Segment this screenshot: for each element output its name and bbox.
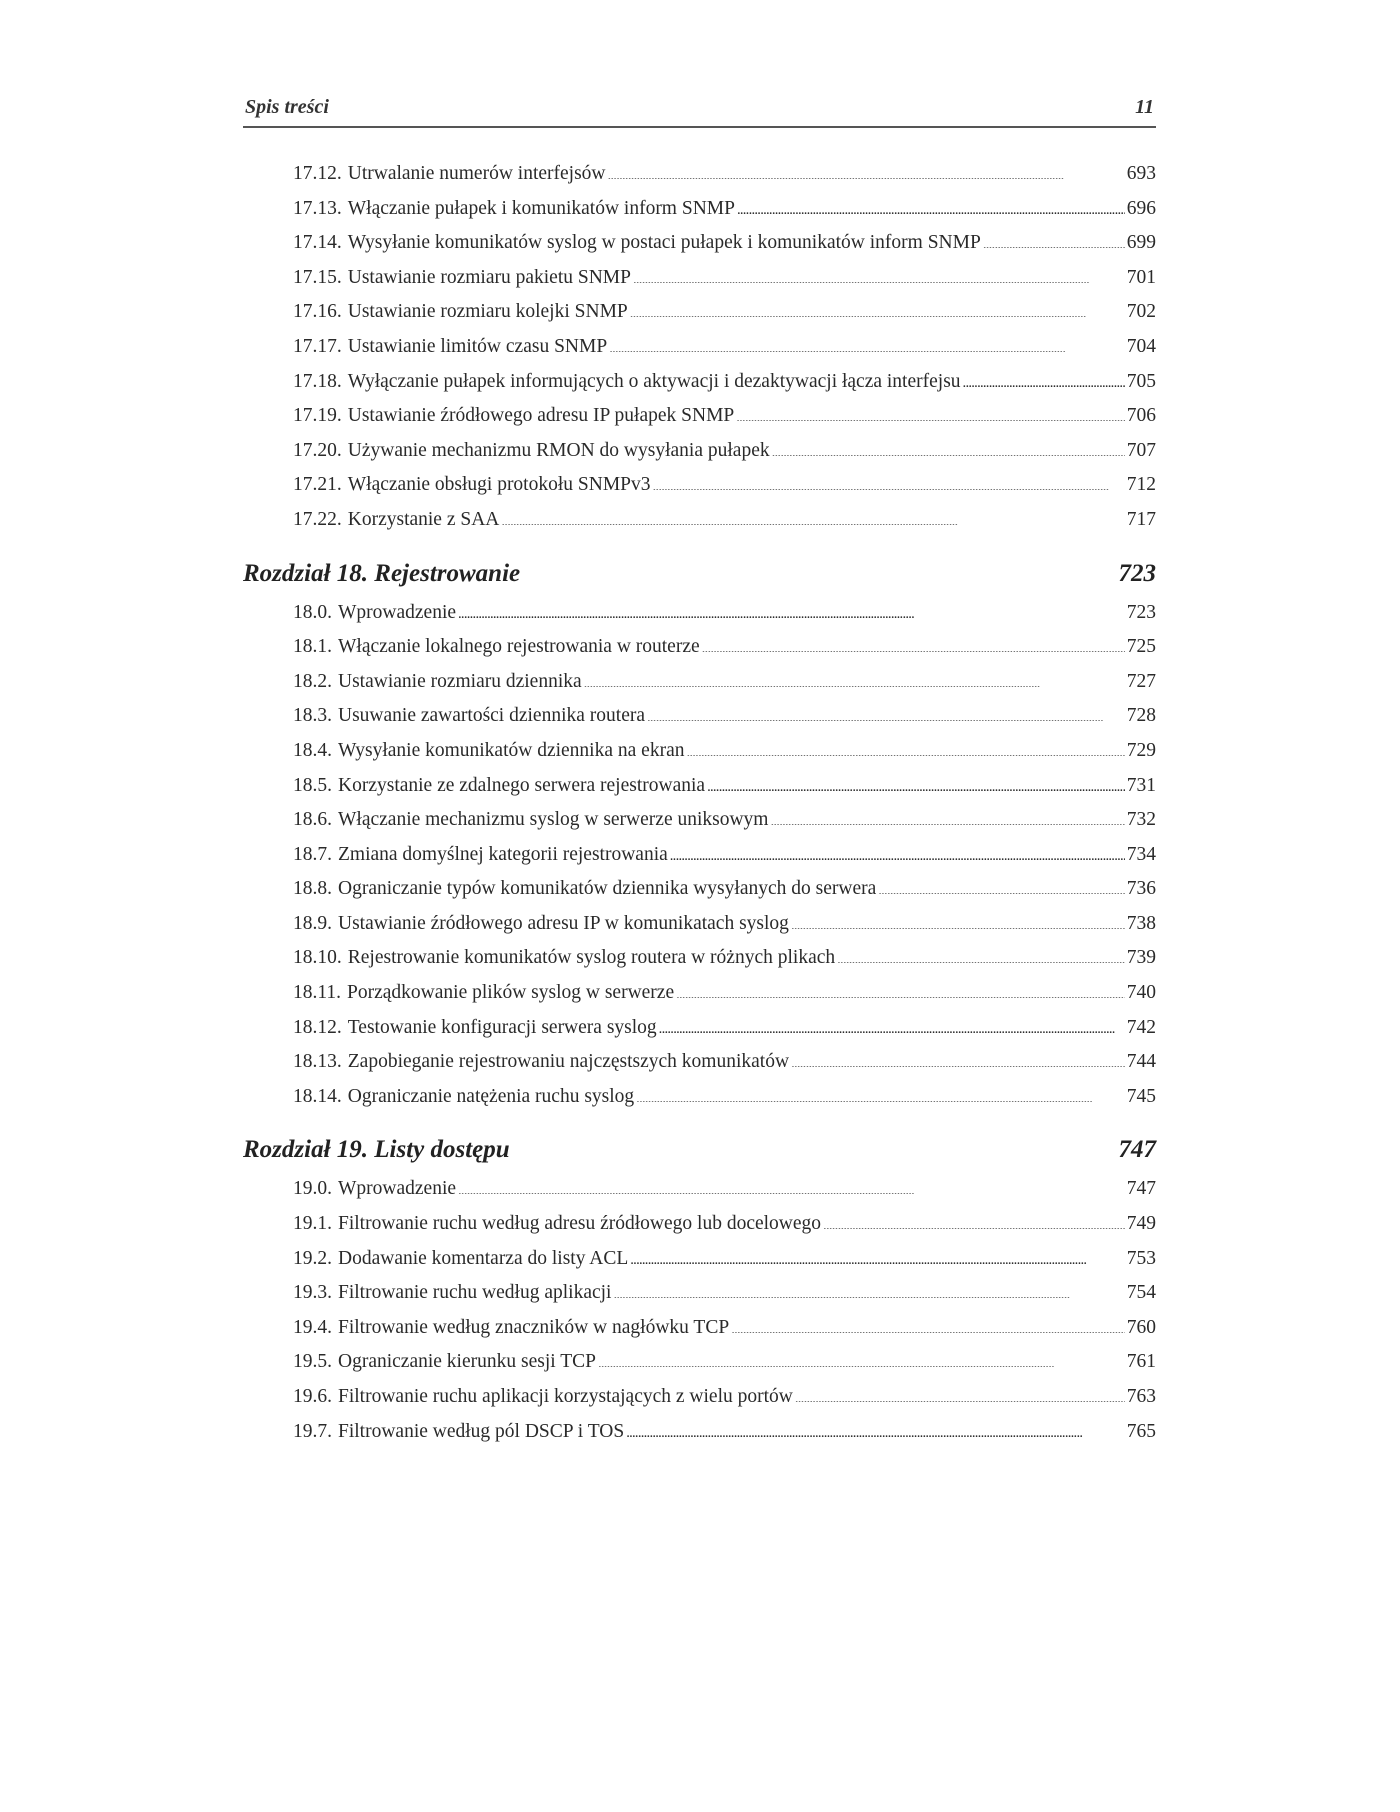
entry-title: Wprowadzenie (338, 1178, 457, 1200)
dot-leader (702, 633, 1125, 653)
page-reference: 707 (1126, 439, 1156, 461)
toc-entry (293, 630, 1156, 665)
entry-title: Rejestrowanie komunikatów syslog routera w różnych plikach (347, 947, 836, 969)
toc-entry (293, 192, 1156, 227)
page-reference: 728 (1126, 705, 1156, 727)
page-reference: 706 (1126, 405, 1156, 427)
entry-number: 18.7. (293, 843, 332, 865)
toc-entry (293, 1045, 1156, 1080)
entry-title: Ustawianie rozmiaru dziennika (338, 670, 582, 692)
entry-number: 19.6. (293, 1386, 332, 1407)
entry-number: 18.1. (293, 636, 332, 658)
entry-title: Korzystanie z SAA (347, 508, 500, 530)
entry-title: Zapobieganie rejestrowaniu najczęstszych komunikatów (347, 1051, 790, 1073)
entry-title: Zmiana domyślnej kategorii rejestrowania (338, 843, 668, 865)
entry-title: Wprowadzenie (338, 601, 457, 623)
entry-number: 17.22. (293, 508, 342, 530)
toc-entry (293, 1242, 1156, 1277)
entry-number: 18.5. (293, 774, 332, 796)
page-reference: 753 (1126, 1247, 1156, 1269)
entry-number: 18.6. (293, 809, 332, 831)
dot-leader (647, 702, 1125, 722)
page-reference: 712 (1126, 474, 1156, 496)
entry-number: 17.16. (293, 301, 342, 323)
dot-leader (613, 1279, 1124, 1299)
page-reference: 717 (1126, 508, 1156, 530)
entry-title: Utrwalanie numerów interfejsów (347, 163, 606, 184)
chapter-title: Rozdział 18. Rejestrowanie (243, 559, 521, 587)
entry-number: 18.0. (293, 601, 332, 623)
entry-title: Ustawianie limitów czasu SNMP (347, 335, 608, 357)
entry-number: 19.7. (293, 1420, 332, 1442)
toc-entry (293, 1207, 1156, 1242)
entry-number: 19.3. (293, 1282, 332, 1304)
entry-number: 19.0. (293, 1178, 332, 1200)
entry-title: Wysyłanie komunikatów dziennika na ekran (338, 739, 685, 761)
page-reference: 702 (1126, 301, 1156, 323)
dot-leader (983, 229, 1125, 249)
toc-entry (293, 872, 1156, 907)
page-reference: 731 (1126, 774, 1156, 796)
dot-leader (736, 402, 1125, 422)
page-reference: 725 (1126, 636, 1156, 658)
dot-leader (653, 471, 1125, 491)
page-reference: 732 (1126, 809, 1156, 831)
entry-title: Wyłączanie pułapek informujących o aktywacji i dezaktywacji łącza interfejsu (347, 370, 961, 392)
toc-entry (293, 226, 1156, 261)
dot-leader (737, 194, 1125, 214)
dot-leader (837, 944, 1125, 964)
page-reference: 763 (1126, 1386, 1156, 1407)
dot-leader (676, 979, 1125, 999)
entry-title: Ograniczanie natężenia ruchu syslog (347, 1085, 635, 1107)
toc-entry (293, 503, 1156, 538)
dot-leader (878, 875, 1125, 895)
running-head (243, 96, 1156, 128)
entry-number: 18.10. (293, 947, 342, 969)
page-reference: 734 (1126, 843, 1156, 865)
entry-title: Usuwanie zawartości dziennika routera (338, 705, 645, 727)
page-reference: 740 (1126, 982, 1156, 1004)
entry-number: 18.8. (293, 878, 332, 900)
entry-title: Wysyłanie komunikatów syslog w postaci pułapek i komunikatów inform SNMP (347, 232, 981, 254)
entry-number: 18.9. (293, 912, 332, 934)
page-reference: 760 (1126, 1316, 1156, 1338)
toc-chapter-heading (243, 1128, 1156, 1172)
dot-leader (501, 505, 1124, 525)
table-of-contents (243, 157, 1156, 1449)
entry-title: Filtrowanie ruchu aplikacji korzystających z wielu portów (338, 1386, 793, 1407)
toc-entry (293, 295, 1156, 330)
toc-entry (293, 468, 1156, 503)
dot-leader (584, 667, 1125, 687)
page-reference: 699 (1126, 232, 1156, 254)
toc-entry (293, 976, 1156, 1011)
page-reference: 745 (1126, 1085, 1156, 1107)
entry-title: Dodawanie komentarza do listy ACL (338, 1247, 629, 1269)
toc-entry (293, 261, 1156, 296)
toc-entry (293, 734, 1156, 769)
entry-number: 18.3. (293, 705, 332, 727)
entry-title: Korzystanie ze zdalnego serwera rejestrowania (338, 774, 706, 796)
entry-number: 18.11. (293, 982, 342, 1004)
entry-number: 17.15. (293, 266, 342, 288)
toc-entry (293, 1311, 1156, 1346)
toc-entry (293, 803, 1156, 838)
page-reference: 744 (1126, 1051, 1156, 1073)
dot-leader (731, 1313, 1125, 1333)
entry-number: 18.13. (293, 1051, 342, 1073)
entry-number: 18.2. (293, 670, 332, 692)
chapter-title: Rozdział 19. Listy dostępu (243, 1136, 510, 1164)
page-reference: 704 (1126, 335, 1156, 357)
toc-entry (293, 330, 1156, 365)
page-reference: 705 (1126, 370, 1156, 392)
entry-title: Ustawianie rozmiaru pakietu SNMP (347, 266, 631, 288)
toc-entry (293, 1380, 1156, 1415)
entry-number: 18.12. (293, 1016, 342, 1038)
toc-entry (293, 399, 1156, 434)
entry-number: 17.17. (293, 335, 342, 357)
toc-chapter-heading (243, 552, 1156, 596)
entry-number: 17.21. (293, 474, 342, 496)
entry-number: 19.1. (293, 1213, 332, 1235)
dot-leader (633, 263, 1125, 283)
dot-leader (659, 1013, 1125, 1033)
toc-entry (293, 365, 1156, 400)
toc-entry (293, 1011, 1156, 1046)
dot-leader (598, 1348, 1125, 1368)
entry-number: 19.4. (293, 1316, 332, 1338)
entry-title: Używanie mechanizmu RMON do wysyłania pułapek (347, 439, 770, 461)
entry-title: Filtrowanie ruchu według adresu źródłowego lub docelowego (338, 1213, 822, 1235)
entry-title: Porządkowanie plików syslog w serwerze (347, 982, 675, 1004)
dot-leader (670, 840, 1125, 860)
toc-entry (293, 907, 1156, 942)
page-reference: 729 (1126, 739, 1156, 761)
toc-entry (293, 1276, 1156, 1311)
entry-title: Filtrowanie ruchu według aplikacji (338, 1282, 612, 1304)
entry-number: 17.18. (293, 370, 342, 392)
dot-leader (630, 1244, 1124, 1264)
entry-title: Włączanie obsługi protokołu SNMPv3 (347, 474, 651, 496)
entry-number: 17.14. (293, 232, 342, 254)
toc-entry (293, 434, 1156, 469)
page-reference: 696 (1126, 197, 1156, 219)
page-reference: 693 (1126, 163, 1156, 184)
dot-leader (630, 298, 1125, 318)
toc-entry (293, 1345, 1156, 1380)
dot-leader (823, 1210, 1125, 1230)
toc-entry (293, 1172, 1156, 1207)
entry-number: 17.13. (293, 197, 342, 219)
entry-title: Testowanie konfiguracji serwera syslog (347, 1016, 657, 1038)
entry-title: Ustawianie rozmiaru kolejki SNMP (347, 301, 628, 323)
dot-leader (791, 1048, 1125, 1068)
dot-leader (707, 771, 1125, 791)
dot-leader (626, 1417, 1125, 1437)
page-reference: 749 (1126, 1213, 1156, 1235)
page-reference: 742 (1126, 1016, 1156, 1038)
page-reference: 747 (1126, 1178, 1156, 1200)
dot-leader (772, 436, 1125, 456)
toc-entry (293, 157, 1156, 192)
entry-number: 18.4. (293, 739, 332, 761)
entry-title: Włączanie lokalnego rejestrowania w routerze (338, 636, 700, 658)
dot-leader (770, 806, 1124, 826)
toc-entry (293, 699, 1156, 734)
toc-entry (293, 1415, 1156, 1450)
page-reference: 738 (1126, 912, 1156, 934)
dot-leader (963, 367, 1125, 387)
running-head-page-number: 11 (1135, 96, 1154, 118)
entry-title: Włączanie pułapek i komunikatów inform SNMP (347, 197, 735, 219)
page-reference: 761 (1126, 1351, 1156, 1373)
toc-entry (293, 665, 1156, 700)
dot-leader (686, 736, 1124, 756)
entry-title: Włączanie mechanizmu syslog w serwerze uniksowym (338, 809, 769, 831)
toc-entry (293, 941, 1156, 976)
entry-number: 19.5. (293, 1351, 332, 1373)
dot-leader (609, 332, 1125, 352)
toc-entry (293, 838, 1156, 873)
toc-entry (293, 769, 1156, 804)
entry-title: Ustawianie źródłowego adresu IP w komunikatach syslog (338, 912, 789, 934)
entry-title: Filtrowanie według znaczników w nagłówku TCP (338, 1316, 730, 1338)
entry-title: Ograniczanie typów komunikatów dziennika wysyłanych do serwera (338, 878, 877, 900)
entry-number: 17.19. (293, 405, 342, 427)
page-reference: 736 (1126, 878, 1156, 900)
page-reference: 765 (1126, 1420, 1156, 1442)
entry-title: Ograniczanie kierunku sesji TCP (338, 1351, 596, 1373)
dot-leader (458, 598, 1125, 618)
page-reference: 723 (1118, 559, 1156, 587)
entry-title: Ustawianie źródłowego adresu IP pułapek SNMP (347, 405, 735, 427)
dot-leader (636, 1082, 1125, 1102)
page-reference: 727 (1126, 670, 1156, 692)
dot-leader (512, 1132, 1117, 1157)
entry-number: 18.14. (293, 1085, 342, 1107)
dot-leader (791, 909, 1125, 929)
toc-entry (293, 1080, 1156, 1115)
entry-title: Filtrowanie według pól DSCP i TOS (338, 1420, 625, 1442)
running-head-section: Spis treści (245, 96, 329, 118)
entry-number: 17.20. (293, 439, 342, 461)
dot-leader (458, 1175, 1125, 1195)
toc-entry (293, 596, 1156, 631)
dot-leader (795, 1383, 1125, 1403)
page-reference: 747 (1118, 1136, 1156, 1164)
entry-number: 19.2. (293, 1247, 332, 1269)
page-reference: 739 (1126, 947, 1156, 969)
page-reference: 754 (1126, 1282, 1156, 1304)
page-reference: 723 (1126, 601, 1156, 623)
dot-leader (608, 160, 1125, 180)
page-reference: 701 (1126, 266, 1156, 288)
entry-number: 17.12. (293, 163, 342, 184)
dot-leader (522, 556, 1116, 581)
